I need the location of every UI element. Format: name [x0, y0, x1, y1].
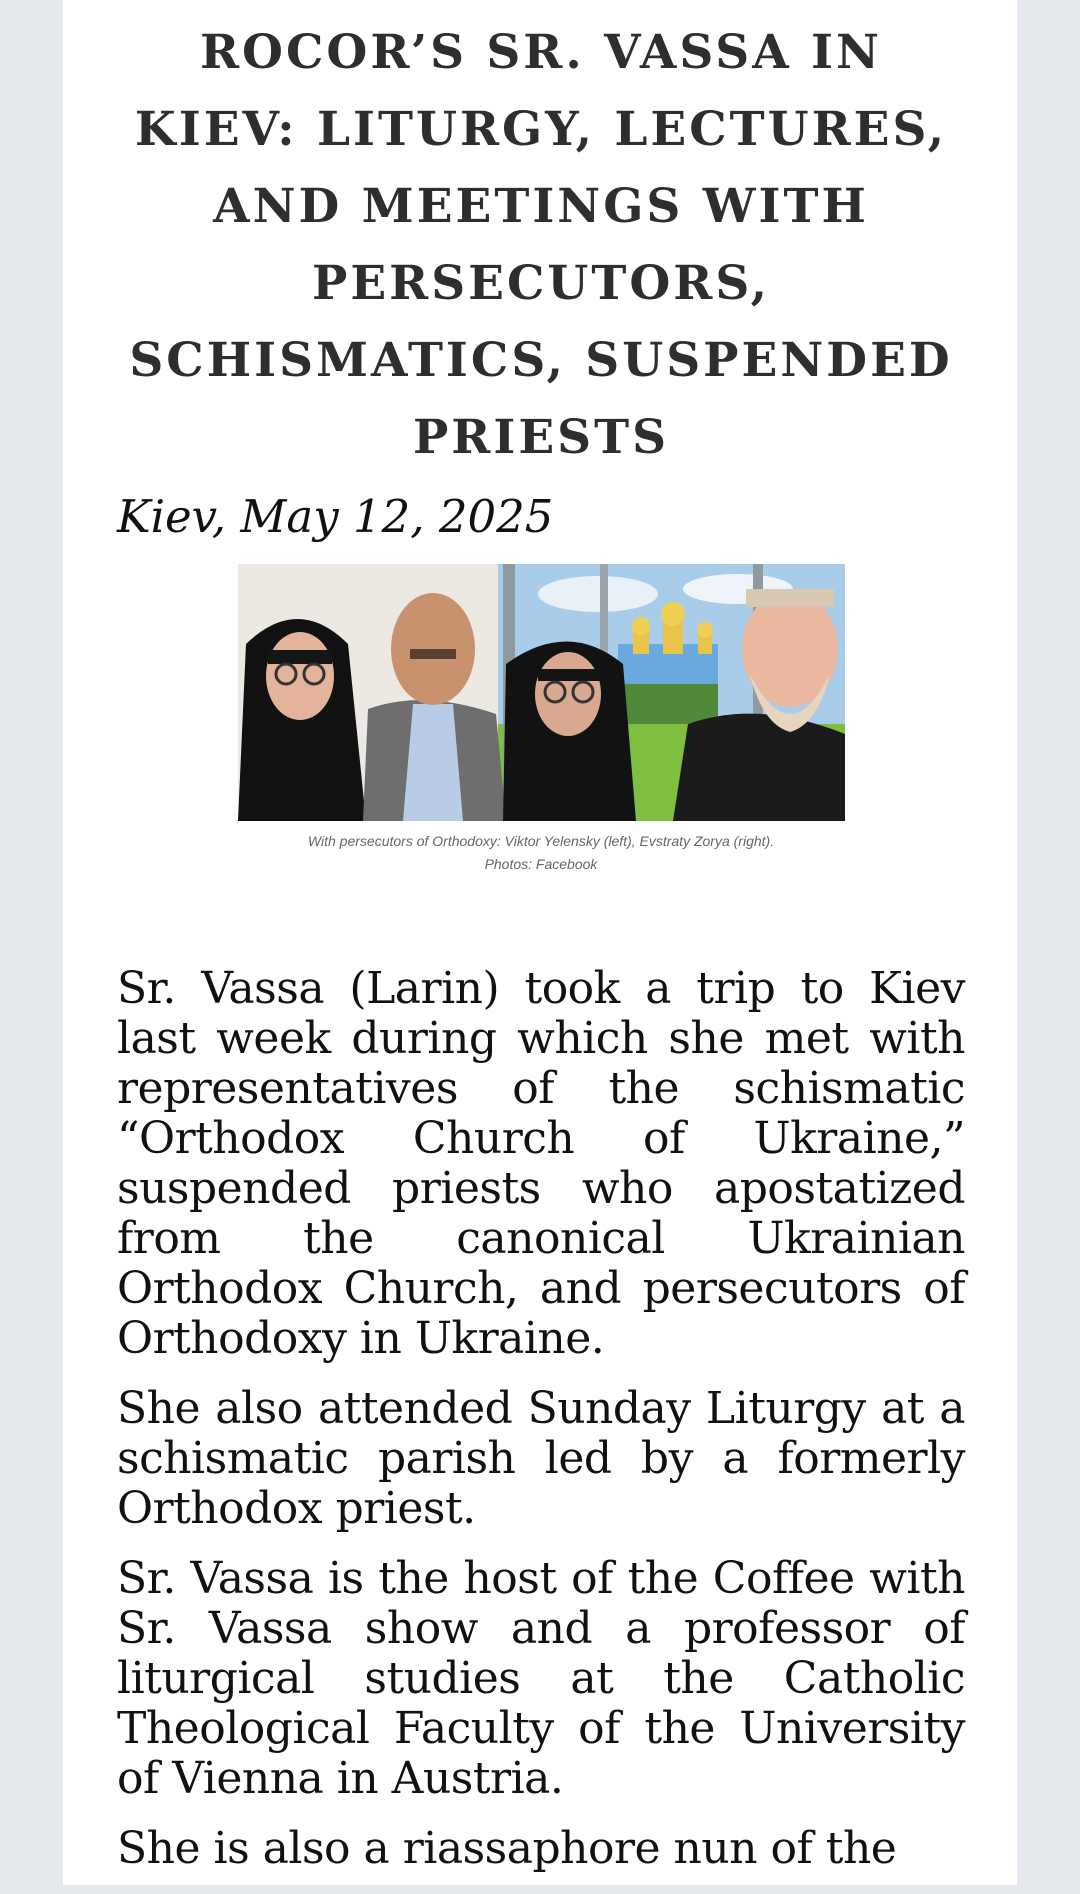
article-card [63, 0, 1017, 1885]
article-paragraph: Sr. Vassa is the host of the Coffee with Sr. Vassa show and a professor of liturgical studies at the Catholic Theological Faculty of the University of Vienna in Austria. [117, 1553, 965, 1804]
article-dateline: Kiev, May 12, 2025 [117, 490, 554, 543]
photo-caption [117, 830, 965, 876]
photo-caption-line-2: Photos: Facebook [484, 856, 598, 872]
photo-container [117, 564, 965, 821]
article-paragraph: She is also a riassaphore nun of the [117, 1823, 897, 1874]
article-paragraph: She also attended Sunday Liturgy at a schismatic parish led by a formerly Orthodox priest. [117, 1383, 965, 1534]
photo-caption-line-1: With persecutors of Orthodoxy: Viktor Yelensky (left), Evstraty Zorya (right). [307, 833, 775, 849]
article-title: ROCOR’S SR. VASSA IN KIEV: LITURGY, LECTURES, AND MEETINGS WITH PERSECUTORS, SCHISMATICS, SUSPENDED PRIESTS [129, 25, 953, 465]
article-photo[interactable] [238, 564, 845, 821]
article-body [117, 964, 965, 1874]
article-paragraph: Sr. Vassa (Larin) took a trip to Kiev last week during which she met with representatives of the schismatic “Orthodox Church of Ukraine,” suspended priests who apostatized from the canonical Ukrainian Orthodox Church, and persecutors of Orthodoxy in Ukraine. [117, 963, 965, 1364]
article-content [117, 0, 965, 1894]
